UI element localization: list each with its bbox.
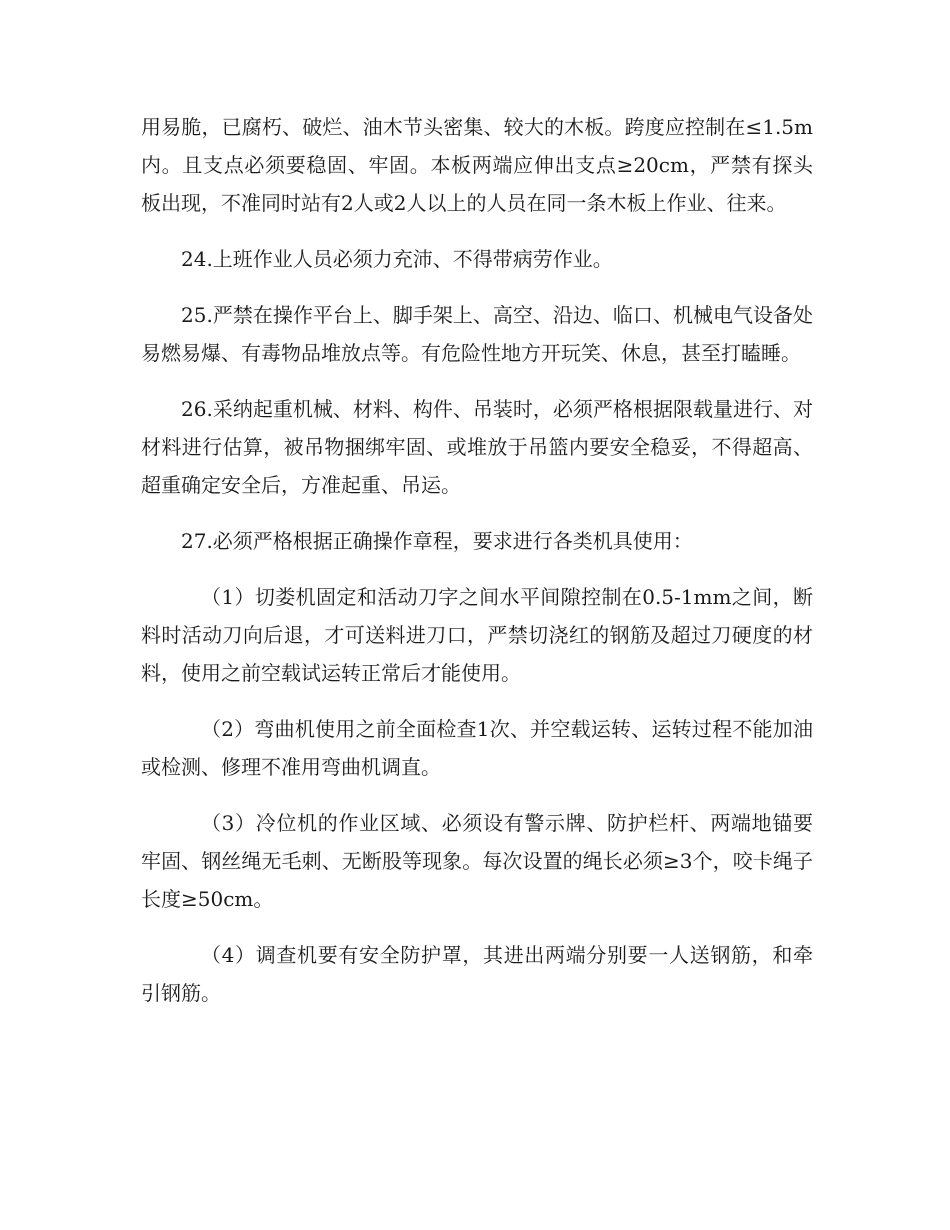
paragraph-item-27-4: （4）调查机要有安全防护罩，其进出两端分别要一人送钢筋，和牵引钢筋。 bbox=[141, 943, 813, 1005]
paragraph-item-27-1: （1）切娄机固定和活动刀字之间水平间隙控制在0.5-1mm之间，断料时活动刀向后退，才可送料进刀口，严禁切浇红的钢筋及超过刀硬度的材料，使用之前空载试运转正常后才能使用。 bbox=[141, 585, 813, 685]
paragraph-item-26: 26.采纳起重机械、材料、构件、吊装时，必须严格根据限载量进行、对材料进行估算，被吊物捆绑牢固、或堆放于吊篮内要安全稳妥，不得超高、超重确定安全后，方准起重、吊运。 bbox=[141, 397, 813, 497]
paragraph-continuation: 用易脆，已腐朽、破烂、油木节头密集、较大的木板。跨度应控制在≤1.5m内。且支点必须要稳固、牢固。本板两端应伸出支点≥20cm，严禁有探头板出现，不准同时站有2人或2人以上的人员在同一条木板上作业、往来。 bbox=[141, 115, 813, 215]
paragraph-item-27: 27.必须严格根据正确操作章程，要求进行各类机具使用： bbox=[181, 529, 693, 553]
paragraph-item-27-3: （3）冷位机的作业区域、必须设有警示牌、防护栏杆、两端地锚要牢固、钢丝绳无毛刺、无断股等现象。每次设置的绳长必须≥3个，咬卡绳子长度≥50cm。 bbox=[141, 811, 813, 911]
paragraph-item-27-2: （2）弯曲机使用之前全面检查1次、并空载运转、运转过程不能加油或检测、修理不准用弯曲机调直。 bbox=[141, 717, 813, 779]
paragraph-item-24: 24.上班作业人员必须力充沛、不得带病劳作业。 bbox=[181, 247, 613, 271]
paragraph-item-25: 25.严禁在操作平台上、脚手架上、高空、沿边、临口、机械电气设备处易燃易爆、有毒物品堆放点等。有危险性地方开玩笑、休息，甚至打瞌睡。 bbox=[141, 303, 813, 365]
document-body bbox=[141, 108, 813, 1030]
